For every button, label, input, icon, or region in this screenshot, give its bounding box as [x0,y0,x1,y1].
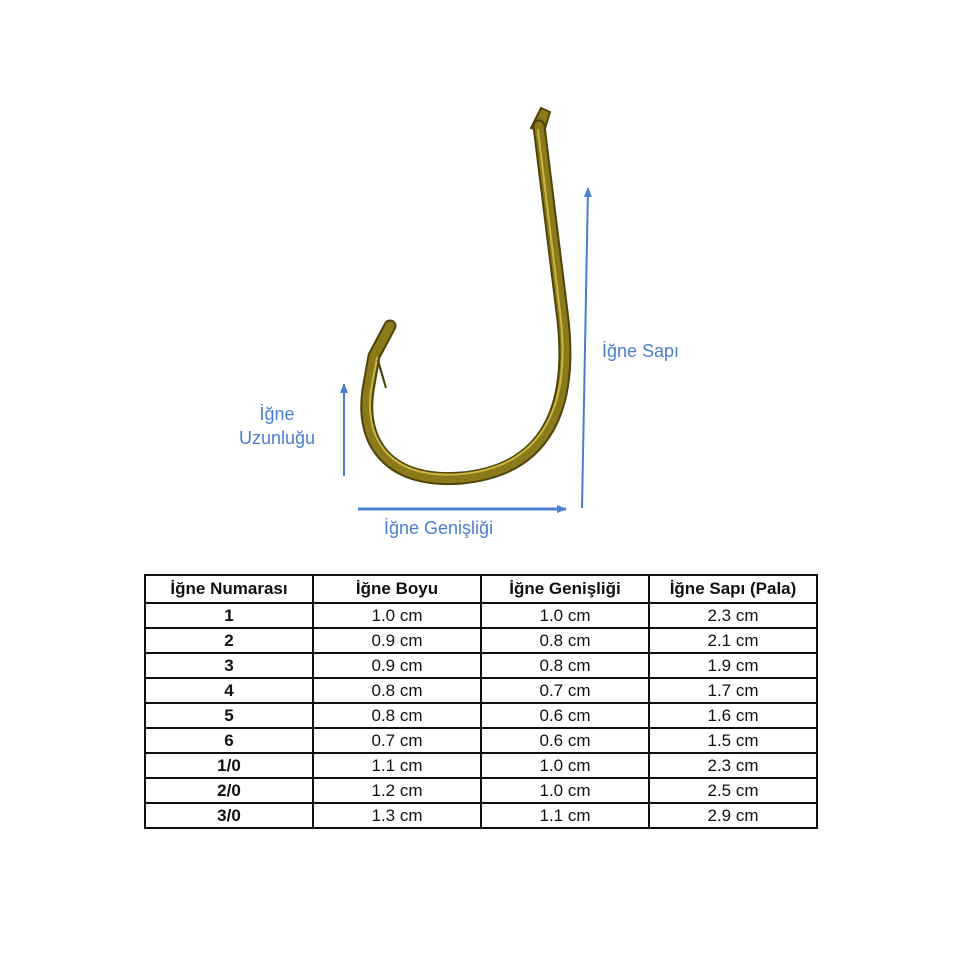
table-row [145,678,817,703]
table-row [145,603,817,628]
cell-hook-width: 0.6 cm [481,728,649,753]
cell-hook-number: 4 [145,678,313,703]
cell-hook-length: 1.1 cm [313,753,481,778]
cell-hook-number: 2/0 [145,778,313,803]
cell-hook-width: 0.8 cm [481,628,649,653]
header-hook-width: İğne Genişliği [481,575,649,603]
cell-hook-width: 0.6 cm [481,703,649,728]
header-hook-shank: İğne Sapı (Pala) [649,575,817,603]
hook-length-label-line1: İğne [259,404,295,424]
cell-hook-number: 1 [145,603,313,628]
cell-hook-number: 5 [145,703,313,728]
hook-body [367,126,565,479]
cell-hook-number: 3 [145,653,313,678]
header-hook-number: İğne Numarası [145,575,313,603]
cell-hook-width: 1.0 cm [481,778,649,803]
cell-hook-length: 1.0 cm [313,603,481,628]
cell-hook-number: 1/0 [145,753,313,778]
hook-length-label [222,402,332,450]
fishing-hook-icon [367,126,565,479]
table-row [145,703,817,728]
table-row [145,653,817,678]
hook-highlight [370,130,563,475]
cell-hook-length: 0.8 cm [313,678,481,703]
cell-hook-shank: 2.1 cm [649,628,817,653]
cell-hook-shank: 2.3 cm [649,603,817,628]
header-hook-length: İğne Boyu [313,575,481,603]
cell-hook-number: 2 [145,628,313,653]
cell-hook-shank: 1.7 cm [649,678,817,703]
cell-hook-shank: 2.3 cm [649,753,817,778]
hook-size-table [144,574,818,829]
cell-hook-width: 1.1 cm [481,803,649,828]
cell-hook-number: 3/0 [145,803,313,828]
cell-hook-shank: 2.9 cm [649,803,817,828]
cell-hook-shank: 1.5 cm [649,728,817,753]
cell-hook-length: 1.3 cm [313,803,481,828]
cell-hook-width: 1.0 cm [481,753,649,778]
cell-hook-shank: 1.6 cm [649,703,817,728]
table-row [145,803,817,828]
cell-hook-length: 1.2 cm [313,778,481,803]
cell-hook-width: 0.8 cm [481,653,649,678]
cell-hook-width: 0.7 cm [481,678,649,703]
cell-hook-length: 0.9 cm [313,653,481,678]
cell-hook-shank: 2.5 cm [649,778,817,803]
hook-width-label: İğne Genişliği [384,518,494,538]
hook-length-label-line2: Uzunluğu [238,428,316,448]
shank-arrow [582,188,588,508]
cell-hook-length: 0.7 cm [313,728,481,753]
cell-hook-shank: 1.9 cm [649,653,817,678]
cell-hook-width: 1.0 cm [481,603,649,628]
cell-hook-number: 6 [145,728,313,753]
table-row [145,628,817,653]
table-header-row [145,575,817,603]
hook-barb [378,360,386,388]
hook-shank-label: İğne Sapı [602,341,680,361]
table-row [145,778,817,803]
table-row [145,753,817,778]
cell-hook-length: 0.8 cm [313,703,481,728]
table-row [145,728,817,753]
cell-hook-length: 0.9 cm [313,628,481,653]
